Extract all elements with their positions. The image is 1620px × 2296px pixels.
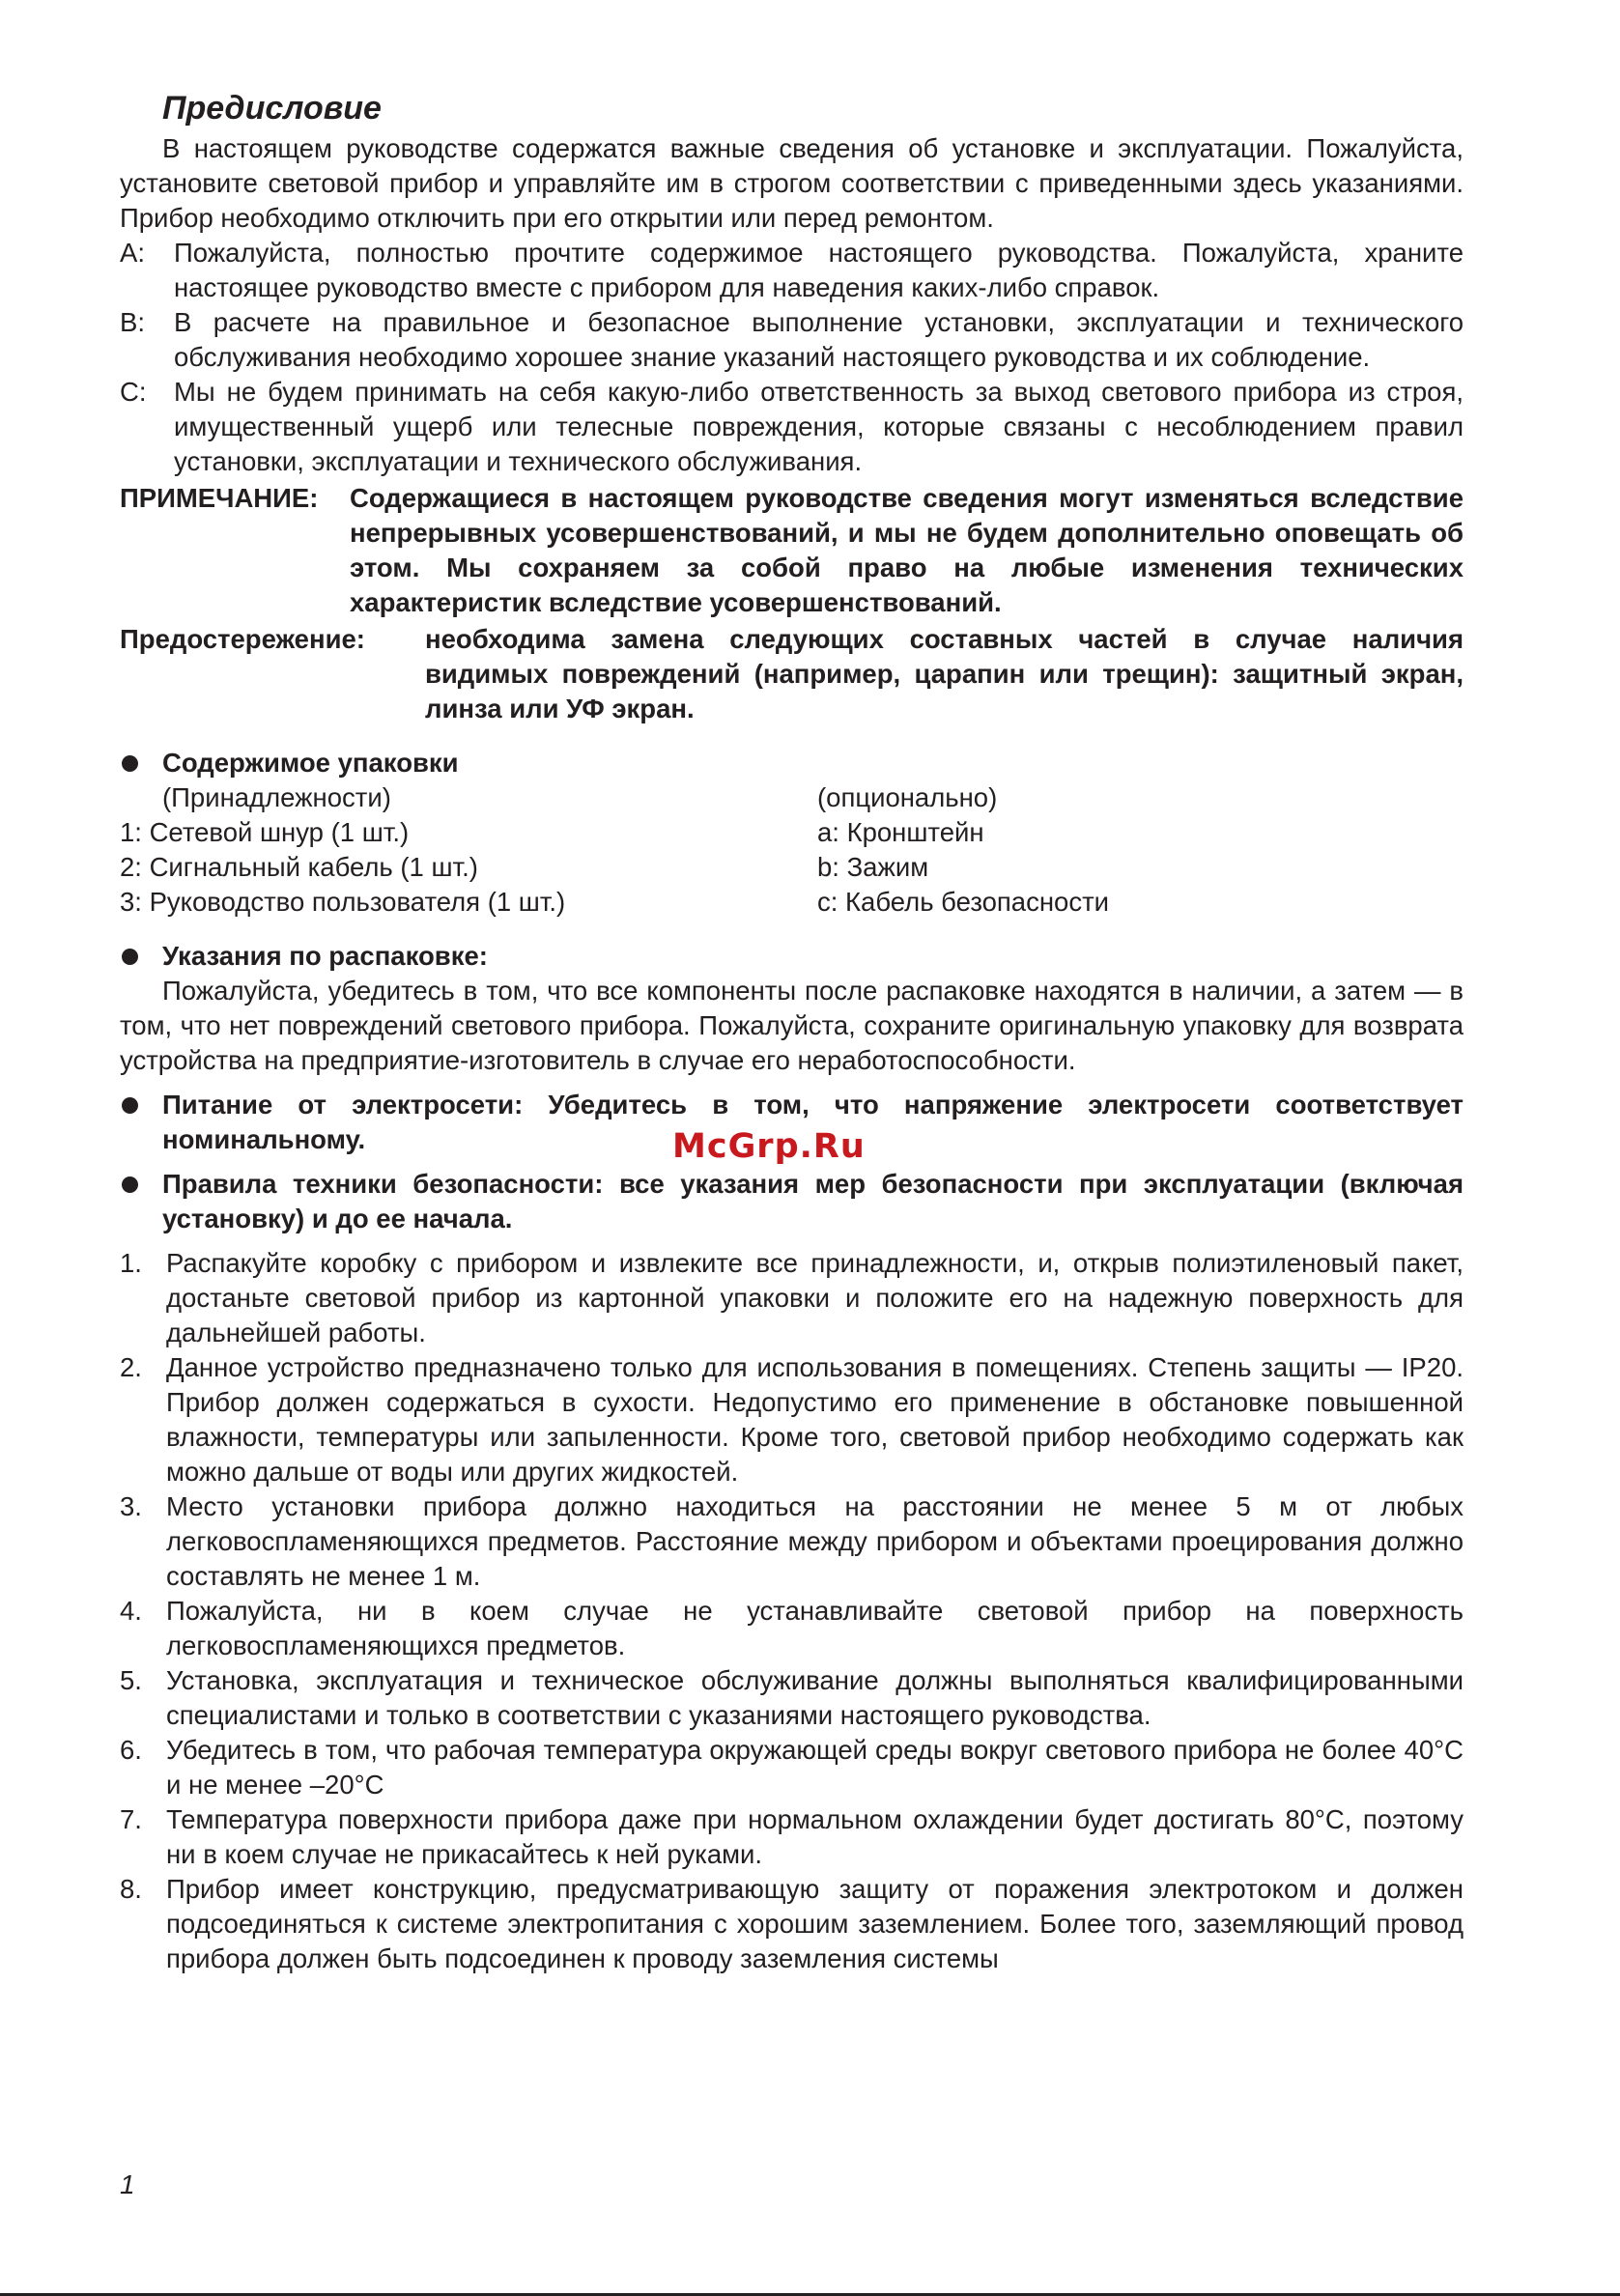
item-label: C: — [120, 377, 147, 407]
item-number: 6. — [120, 1735, 142, 1765]
list-item: b: Зажим — [817, 852, 929, 882]
unpack-heading: Указания по распаковке: — [120, 939, 1464, 974]
document-page — [120, 89, 1464, 1976]
package-contents — [120, 780, 1464, 920]
item-text: Пожалуйста, полностью прочтите содержимое настоящего руководства. Пожалуйста, храните настоящее руководство вместе с прибором для наведения каких-либо справок. — [174, 238, 1464, 302]
lettered-item — [120, 236, 1464, 305]
list-item: 1: Сетевой шнур (1 шт.) — [120, 817, 410, 847]
intro-paragraph: В настоящем руководстве содержатся важные сведения об установке и эксплуатации. Пожалуйста, установите световой прибор и управляйте им в строгом соответствии с приведенными здесь указаниями. Прибор необходимо отключить при его открытии или перед ремонтом. — [120, 133, 1464, 233]
warning-text: необходима замена следующих составных частей в случае наличия видимых повреждений (например, царапин или трещин): защитный экран, линза или УФ экран. — [425, 624, 1464, 723]
item-text: Установка, эксплуатация и техническое обслуживание должны выполняться квалифицированными специалистами и только в соответствии с указаниями настоящего руководства. — [166, 1665, 1464, 1730]
unpack-paragraph: Пожалуйста, убедитесь в том, что все компоненты после распаковке находятся в наличии, а затем — в том, что нет повреждений светового прибора. Пожалуйста, сохраните оригинальную упаковку для возврата устройства на предприятие-изготовитель в случае его неработоспособности. — [120, 976, 1464, 1075]
bullet-icon — [120, 939, 162, 974]
note-label: ПРИМЕЧАНИЕ: — [120, 483, 319, 513]
safety-rules-list — [120, 1246, 1464, 1976]
item-label: B: — [120, 307, 145, 337]
list-item — [120, 1594, 1464, 1663]
list-item — [120, 1663, 1464, 1733]
page-title: Предисловие — [162, 90, 382, 127]
list-item — [120, 1350, 1464, 1489]
item-number: 8. — [120, 1874, 142, 1904]
item-label: A: — [120, 238, 145, 268]
item-text: В расчете на правильное и безопасное выполнение установки, эксплуатации и технического обслуживания необходимо хорошее знание указаний настоящего руководства и их соблюдение. — [174, 307, 1464, 372]
note-block — [120, 481, 1464, 620]
bullet-icon — [120, 1088, 162, 1157]
accessories-column — [120, 780, 817, 920]
optional-subheading: (опционально) — [817, 782, 998, 812]
list-item: a: Кронштейн — [817, 817, 984, 847]
list-item: 3: Руководство пользователя (1 шт.) — [120, 887, 566, 917]
item-number: 1. — [120, 1248, 142, 1278]
item-text: Распакуйте коробку с прибором и извлеките все принадлежности, и, открыв полиэтиленовый пакет, достаньте световой прибор из картонной упаковки и положите его на надежную поверхность для дальнейшей работы. — [166, 1248, 1464, 1347]
lettered-item — [120, 305, 1464, 375]
item-text: Место установки прибора должно находиться на расстоянии не менее 5 м от любых легковоспламеняющихся предметов. Расстояние между прибором и объектами проецирования должно составлять не менее 1 м. — [166, 1491, 1464, 1591]
item-text: Прибор имеет конструкцию, предусматривающую защиту от поражения электротоком и должен подсоединяться к системе электропитания с хорошим заземлением. Более того, заземляющий провод прибора должен быть подсоединен к проводу заземления системы — [166, 1874, 1464, 1973]
bullet-icon — [120, 746, 162, 780]
warning-label: Предостережение: — [120, 624, 365, 654]
list-item — [120, 1246, 1464, 1350]
item-text: Температура поверхности прибора даже при нормальном охлаждении будет достигать 80°C, поэтому ни в коем случае не прикасайтесь к ней руками. — [166, 1804, 1464, 1869]
list-item — [120, 1802, 1464, 1872]
item-number: 7. — [120, 1804, 142, 1834]
accessories-subheading: (Принадлежности) — [162, 782, 391, 812]
note-text: Содержащиеся в настоящем руководстве сведения могут изменяться вследствие непрерывных усовершенствований, и мы не будем дополнительно оповещать об этом. Мы сохраняем за собой право на любые изменения технических характеристик вследствие усовершенствований. — [350, 483, 1464, 617]
item-number: 2. — [120, 1352, 142, 1382]
lettered-item — [120, 375, 1464, 479]
item-number: 4. — [120, 1596, 142, 1626]
optional-column — [817, 780, 1464, 920]
item-text: Убедитесь в том, что рабочая температура окружающей среды вокруг светового прибора не более 40°C и не менее –20°C — [166, 1735, 1464, 1800]
item-number: 5. — [120, 1665, 142, 1695]
list-item — [120, 1733, 1464, 1802]
package-heading: Содержимое упаковки — [120, 746, 1464, 780]
item-number: 3. — [120, 1491, 142, 1521]
page-number: 1 — [120, 2169, 135, 2199]
bullet-icon — [120, 1167, 162, 1236]
item-text: Пожалуйста, ни в коем случае не устанавливайте световой прибор на поверхность легковоспламеняющихся предметов. — [166, 1596, 1464, 1660]
list-item: c: Кабель безопасности — [817, 887, 1110, 917]
lettered-list — [120, 236, 1464, 479]
list-item: 2: Сигнальный кабель (1 шт.) — [120, 852, 478, 882]
warning-block — [120, 622, 1464, 726]
watermark-link[interactable]: McGrp.Ru — [672, 1127, 866, 1166]
power-note: Питание от электросети: Убедитесь в том, что напряжение электросети соответствует номинальному. — [120, 1088, 1464, 1157]
item-text: Мы не будем принимать на себя какую-либо ответственность за выход светового прибора из строя, имущественный ущерб или телесные повреждения, которые связаны с несоблюдением правил установки, эксплуатации и технического обслуживания. — [174, 377, 1464, 476]
item-text: Данное устройство предназначено только для использования в помещениях. Степень защиты — IP20. Прибор должен содержаться в сухости. Недопустимо его применение в обстановке повышенной влажности, температуры или запыленности. Кроме того, световой прибор необходимо содержать как можно дальше от воды или других жидкостей. — [166, 1352, 1464, 1487]
safety-heading: Правила техники безопасности: все указания мер безопасности при эксплуатации (включая установку) и до ее начала. — [120, 1167, 1464, 1236]
list-item — [120, 1872, 1464, 1976]
list-item — [120, 1489, 1464, 1594]
